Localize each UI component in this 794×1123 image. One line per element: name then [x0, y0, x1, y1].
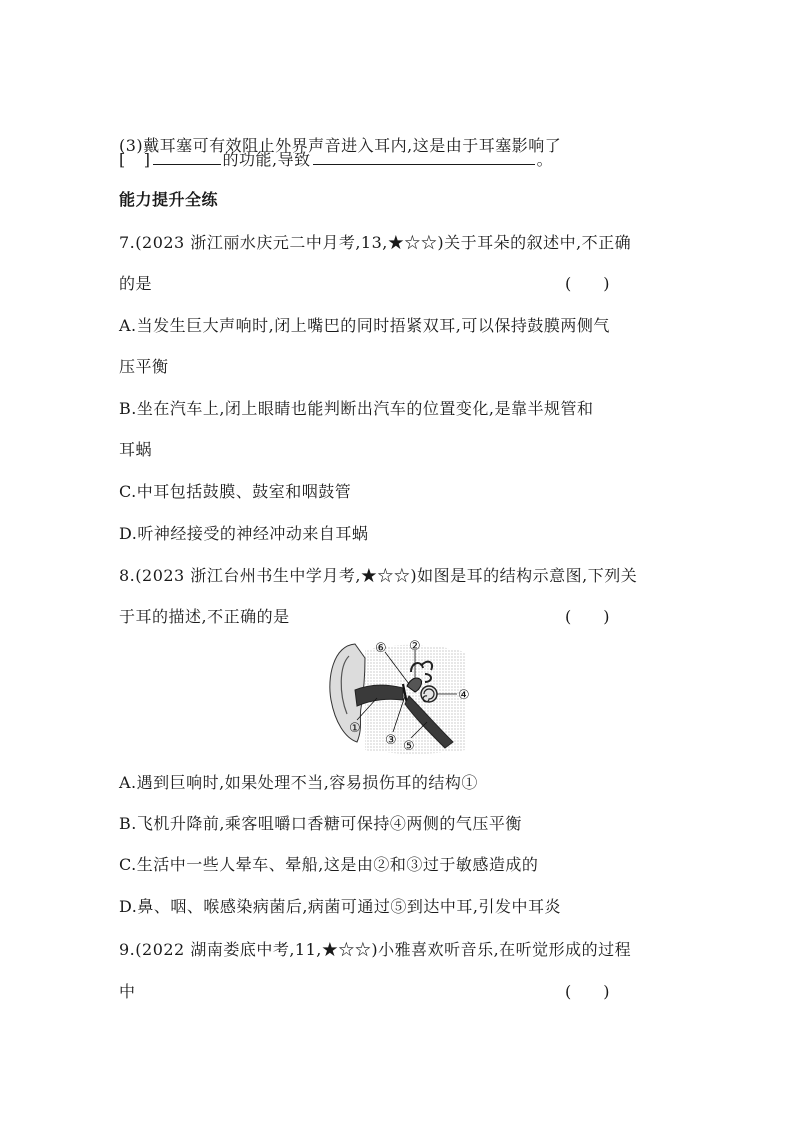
q8-answer-paren[interactable]: ( ) — [565, 607, 610, 626]
q8-option-a: A.遇到巨响时,如果处理不当,容易损伤耳的结构① — [119, 773, 478, 792]
q7-option-d: D.听神经接受的神经冲动来自耳蜗 — [119, 524, 369, 543]
figure-label-5: ⑤ — [403, 739, 415, 754]
q7-stem-line2: 的是 — [119, 274, 153, 293]
q6-end-text: 。 — [536, 150, 554, 169]
q6-mid-text: 的功能,导致 — [222, 150, 311, 169]
bracket-open: [ — [119, 150, 126, 169]
figure-label-4: ④ — [458, 688, 470, 703]
q6-part3-line1: (3)戴耳塞可有效阻止外界声音进入耳内,这是由于耳塞影响了 — [119, 136, 562, 155]
q7-option-a-line1: A.当发生巨大声响时,闭上嘴巴的同时捂紧双耳,可以保持鼓膜两侧气 — [119, 316, 610, 335]
q7-answer-paren[interactable]: ( ) — [565, 274, 610, 293]
q7-option-b-line2: 耳蜗 — [119, 440, 153, 459]
q8-stem-line2: 于耳的描述,不正确的是 — [119, 607, 290, 626]
q9-stem-line1: 9.(2022 湖南娄底中考,11,★☆☆)小雅喜欢听音乐,在听觉形成的过程 — [119, 940, 632, 959]
answer-blank-short[interactable] — [153, 150, 221, 165]
q8-option-b: B.飞机升降前,乘客咀嚼口香糖可保持④两侧的气压平衡 — [119, 814, 522, 833]
q6-part3-line2 — [119, 150, 553, 170]
answer-blank-long[interactable] — [313, 150, 535, 165]
ear-structure-figure — [325, 638, 475, 760]
figure-label-1: ① — [349, 721, 361, 736]
q7-option-c: C.中耳包括鼓膜、鼓室和咽鼓管 — [119, 482, 352, 501]
q8-option-d: D.鼻、咽、喉感染病菌后,病菌可通过⑤到达中耳,引发中耳炎 — [119, 897, 562, 916]
bracket-close: ] — [143, 150, 151, 169]
q8-option-c: C.生活中一些人晕车、晕船,这是由②和③过于敏感造成的 — [119, 855, 539, 874]
q8-stem-line1: 8.(2023 浙江台州书生中学月考,★☆☆)如图是耳的结构示意图,下列关 — [119, 566, 638, 585]
figure-label-6: ⑥ — [375, 641, 387, 656]
q7-option-a-line2: 压平衡 — [119, 357, 169, 376]
q9-answer-paren[interactable]: ( ) — [565, 982, 610, 1001]
q7-option-b-line1: B.坐在汽车上,闭上眼睛也能判断出汽车的位置变化,是靠半规管和 — [119, 399, 594, 418]
q9-stem-line2: 中 — [119, 982, 136, 1001]
figure-label-3: ③ — [385, 733, 397, 748]
q7-stem-line1: 7.(2023 浙江丽水庆元二中月考,13,★☆☆)关于耳朵的叙述中,不正确 — [119, 233, 632, 252]
figure-label-2: ② — [409, 639, 421, 654]
section-title: 能力提升全练 — [119, 190, 219, 209]
